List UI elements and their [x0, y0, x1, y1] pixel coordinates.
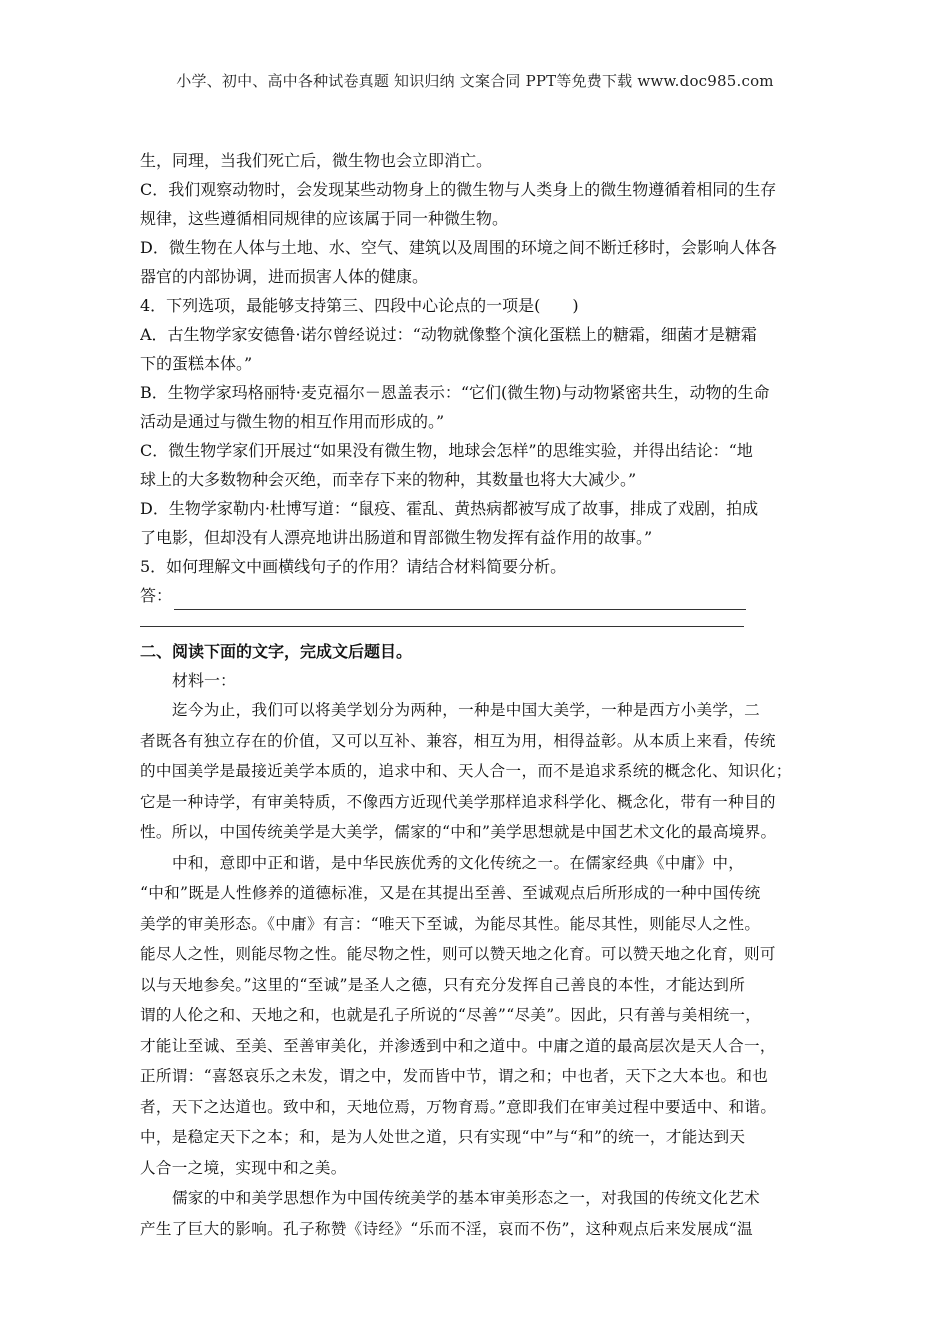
paragraph-line: 它是一种诗学，有审美特质，不像西方近现代美学那样追求科学化、概念化，带有一种目的	[140, 792, 776, 811]
paragraph-line: 者既各有独立存在的价值，又可以互补、兼容，相互为用，相得益彰。从本质上来看，传统	[140, 731, 776, 750]
question-5: 5．如何理解文中画横线句子的作用？请结合材料简要分析。	[140, 557, 567, 576]
paragraph-line: 中，是稳定天下之本；和，是为人处世之道，只有实现“中”与“和”的统一，才能达到天	[140, 1128, 746, 1146]
paragraph-line: 儒家的中和美学思想作为中国传统美学的基本审美形态之一，对我国的传统文化艺术	[172, 1189, 761, 1207]
question-4: 4．下列选项，最能够支持第三、四段中心论点的一项是( )	[140, 296, 579, 315]
option-c-line: C．微生物学家们开展过“如果没有微生物，地球会怎样”的思维实验，并得出结论：“地	[140, 441, 753, 460]
option-d-line: D．微生物在人体与土地、水、空气、建筑以及周围的环境之间不断迁移时，会影响人体各	[140, 238, 777, 257]
page-header: 小学、初中、高中各种试卷真题 知识归纳 文案合同 PPT等免费下载 www.doc985.com	[176, 72, 774, 90]
text-line: 球上的大多数物种会灭绝，而幸存下来的物种，其数量也将大大减少。”	[140, 470, 637, 489]
section-2-title: 二、阅读下面的文字，完成文后题目。	[140, 642, 413, 661]
paragraph-line: 人合一之境，实现中和之美。	[140, 1158, 347, 1177]
paragraph-line: 者，天下之达道也。致中和，天地位焉，万物育焉。”意即我们在审美过程中要适中、和谐。	[140, 1097, 777, 1116]
document-body	[140, 146, 812, 1244]
paragraph-line: 的中国美学是最接近美学本质的，追求中和、天人合一，而不是追求系统的概念化、知识化；	[140, 762, 792, 780]
paragraph-line: 正所谓：“喜怒哀乐之未发，谓之中，发而皆中节，谓之和；中也者，天下之大本也。和也	[140, 1067, 769, 1085]
paragraph-line: 中和，意即中正和谐，是中华民族优秀的文化传统之一。在儒家经典《中庸》中，	[172, 853, 745, 872]
paragraph-line: 美学的审美形态。《中庸》有言：“唯天下至诚，为能尽其性。能尽其性，则能尽人之性。	[140, 914, 761, 933]
paragraph-line: 迄今为止，我们可以将美学划分为两种，一种是中国大美学，一种是西方小美学，二	[172, 701, 761, 719]
answer-row	[140, 581, 812, 610]
answer-label: 答：	[140, 586, 173, 605]
paragraph-line: “中和”既是人性修养的道德标准，又是在其提出至善、至诚观点后所形成的一种中国传统	[140, 884, 761, 902]
paragraph-line: 才能让至诚、至美、至善审美化，并渗透到中和之道中。中庸之道的最高层次是天人合一，	[140, 1036, 776, 1055]
passage	[140, 695, 812, 1244]
text-line: 了电影，但却没有人漂亮地讲出肠道和胃部微生物发挥有益作用的故事。”	[140, 528, 653, 547]
paragraph-line: 产生了巨大的影响。孔子称赞《诗经》“乐而不淫，哀而不伤”，这种观点后来发展成“温	[140, 1219, 753, 1238]
text-line: 活动是通过与微生物的相互作用而形成的。”	[140, 412, 445, 431]
text-line: 规律，这些遵循相同规律的应该属于同一种微生物。	[140, 209, 509, 228]
option-d-line: D．生物学家勒内·杜博写道：“鼠疫、霍乱、黄热病都被写成了故事，排成了戏剧，拍成	[140, 499, 759, 518]
paragraph-line: 以与天地参矣。”这里的“至诚”是圣人之德，只有充分发挥自己善良的本性，才能达到所	[140, 975, 746, 994]
option-b-line: B．生物学家玛格丽特·麦克福尔－恩盖表示：“它们(微生物)与动物紧密共生，动物的生命	[140, 383, 770, 402]
text-line: 下的蛋糕本体。”	[140, 354, 253, 373]
paragraph-line: 能尽人之性，则能尽物之性。能尽物之性，则可以赞天地之化育。可以赞天地之化育，则可	[140, 945, 776, 963]
option-c-line: C．我们观察动物时，会发现某些动物身上的微生物与人类身上的微生物遵循着相同的生存	[140, 180, 777, 199]
paragraph-line: 谓的人伦之和、天地之和，也就是孔子所说的“尽善”“尽美”。因此，只有善与美相统一，	[140, 1006, 762, 1024]
material-label: 材料一：	[172, 671, 237, 690]
answer-blank-line[interactable]	[174, 595, 746, 610]
option-a-line: A．古生物学家安德鲁·诺尔曾经说过：“动物就像整个演化蛋糕上的糖霜，细菌才是糖霜	[140, 325, 757, 344]
text-line: 生，同理，当我们死亡后，微生物也会立即消亡。	[140, 151, 493, 170]
answer-blank-line[interactable]	[140, 616, 744, 627]
paragraph-line: 性。所以，中国传统美学是大美学，儒家的“中和”美学思想就是中国艺术文化的最高境界。	[140, 823, 777, 841]
text-line: 器官的内部协调，进而损害人体的健康。	[140, 267, 429, 286]
